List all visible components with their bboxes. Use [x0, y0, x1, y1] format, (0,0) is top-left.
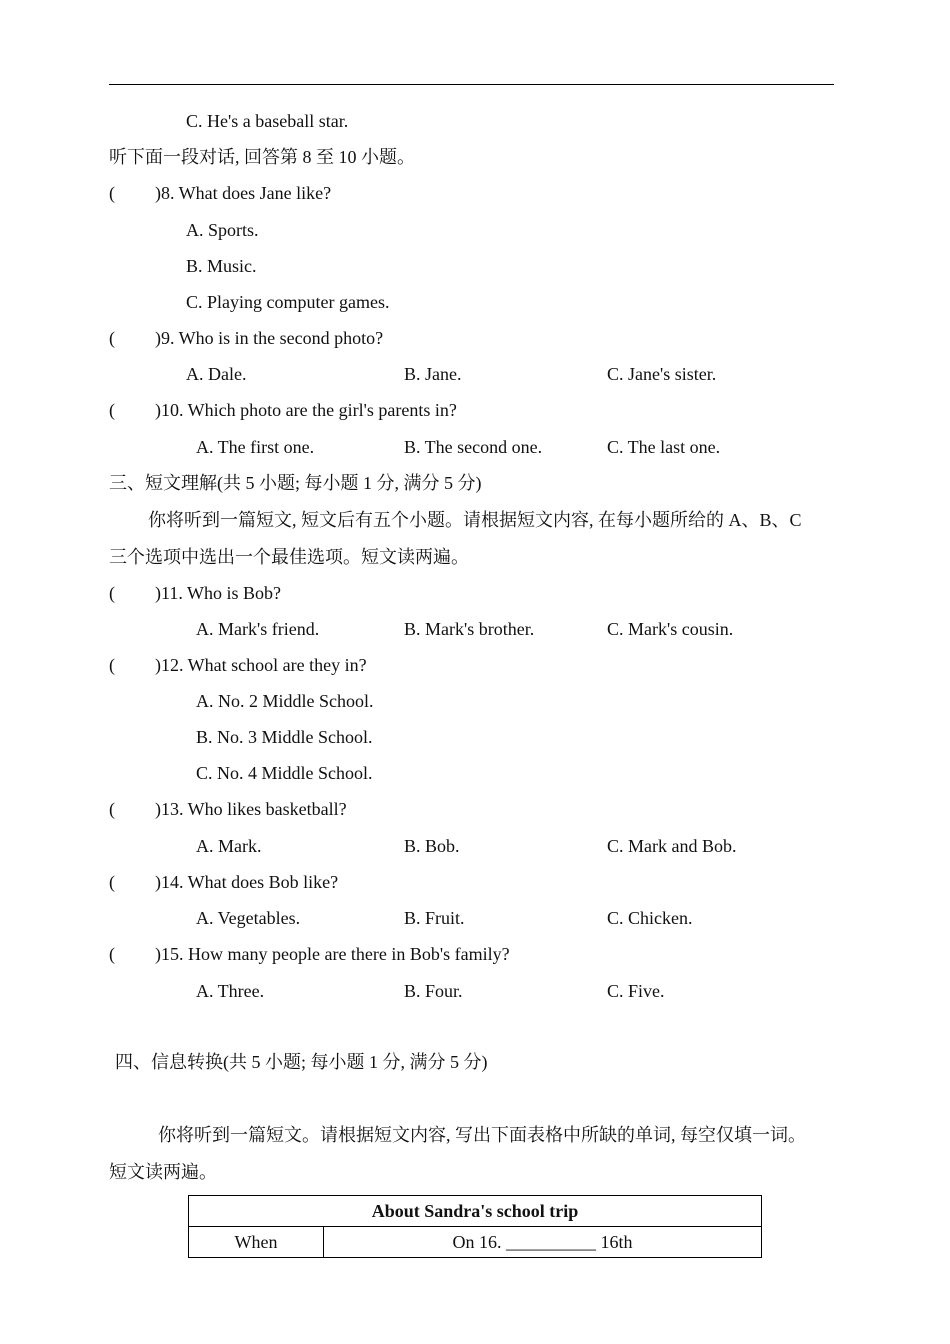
q9-option-c: C. Jane's sister.	[607, 364, 717, 384]
q9-option-b: B. Jane.	[404, 364, 462, 384]
question-stem: )15. How many people are there in Bob's family?	[155, 944, 510, 964]
question-stem: )11. Who is Bob?	[155, 583, 281, 603]
q12-option-c: C. No. 4 Middle School.	[196, 763, 373, 783]
table-title: About Sandra's school trip	[189, 1196, 762, 1227]
header-rule	[109, 84, 834, 85]
answer-blank[interactable]: (	[109, 944, 115, 964]
table-row	[189, 1227, 762, 1258]
answer-blank[interactable]: (	[109, 799, 115, 819]
q13-option-b: B. Bob.	[404, 836, 460, 856]
q15-option-c: C. Five.	[607, 981, 665, 1001]
q10-option-b: B. The second one.	[404, 437, 543, 457]
q9-option-a: A. Dale.	[186, 364, 247, 384]
section-4-instructions-1: 你将听到一篇短文。请根据短文内容, 写出下面表格中所缺的单词, 每空仅填一词。	[158, 1125, 806, 1145]
answer-blank[interactable]: (	[109, 400, 115, 420]
q14-option-a: A. Vegetables.	[196, 908, 301, 928]
question-13	[109, 797, 347, 821]
q8-option-b: B. Music.	[186, 256, 257, 276]
answer-blank[interactable]: (	[109, 183, 115, 203]
q11-option-b: B. Mark's brother.	[404, 619, 535, 639]
q12-option-b: B. No. 3 Middle School.	[196, 727, 373, 747]
section-3-instructions-2: 三个选项中选出一个最佳选项。短文读两遍。	[109, 547, 469, 567]
q15-option-b: B. Four.	[404, 981, 463, 1001]
question-stem: )14. What does Bob like?	[155, 872, 339, 892]
q8-option-a: A. Sports.	[186, 220, 259, 240]
q14-option-b: B. Fruit.	[404, 908, 465, 928]
question-9	[109, 326, 383, 350]
section-3-instructions-1: 你将听到一篇短文, 短文后有五个小题。请根据短文内容, 在每小题所给的 A、B、C	[148, 510, 802, 530]
q11-option-a: A. Mark's friend.	[196, 619, 320, 639]
answer-blank[interactable]: (	[109, 655, 115, 675]
question-15	[109, 942, 510, 966]
question-10	[109, 398, 457, 422]
question-14	[109, 870, 338, 894]
school-trip-table	[188, 1195, 762, 1258]
answer-blank[interactable]: (	[109, 872, 115, 892]
question-8	[109, 181, 331, 205]
dialog-intro: 听下面一段对话, 回答第 8 至 10 小题。	[109, 147, 415, 167]
q7-option-c: C. He's a baseball star.	[186, 111, 349, 131]
q8-option-c: C. Playing computer games.	[186, 292, 390, 312]
question-12	[109, 653, 367, 677]
answer-blank[interactable]: (	[109, 328, 115, 348]
q13-option-c: C. Mark and Bob.	[607, 836, 737, 856]
row-label-when: When	[189, 1227, 324, 1258]
question-stem: )8. What does Jane like?	[155, 183, 332, 203]
section-4-title: 四、信息转换(共 5 小题; 每小题 1 分, 满分 5 分)	[115, 1052, 488, 1072]
q13-option-a: A. Mark.	[196, 836, 262, 856]
question-stem: )13. Who likes basketball?	[155, 799, 347, 819]
q10-option-c: C. The last one.	[607, 437, 721, 457]
answer-blank[interactable]: (	[109, 583, 115, 603]
q12-option-a: A. No. 2 Middle School.	[196, 691, 374, 711]
question-stem: )10. Which photo are the girl's parents in?	[155, 400, 457, 420]
q15-option-a: A. Three.	[196, 981, 265, 1001]
question-stem: )9. Who is in the second photo?	[155, 328, 384, 348]
q10-option-a: A. The first one.	[196, 437, 315, 457]
question-11	[109, 581, 281, 605]
q11-option-c: C. Mark's cousin.	[607, 619, 734, 639]
section-4-instructions-2: 短文读两遍。	[109, 1162, 217, 1182]
question-stem: )12. What school are they in?	[155, 655, 367, 675]
section-3-title: 三、短文理解(共 5 小题; 每小题 1 分, 满分 5 分)	[109, 473, 482, 493]
row-value-when[interactable]: On 16. __________ 16th	[324, 1227, 762, 1258]
q14-option-c: C. Chicken.	[607, 908, 693, 928]
